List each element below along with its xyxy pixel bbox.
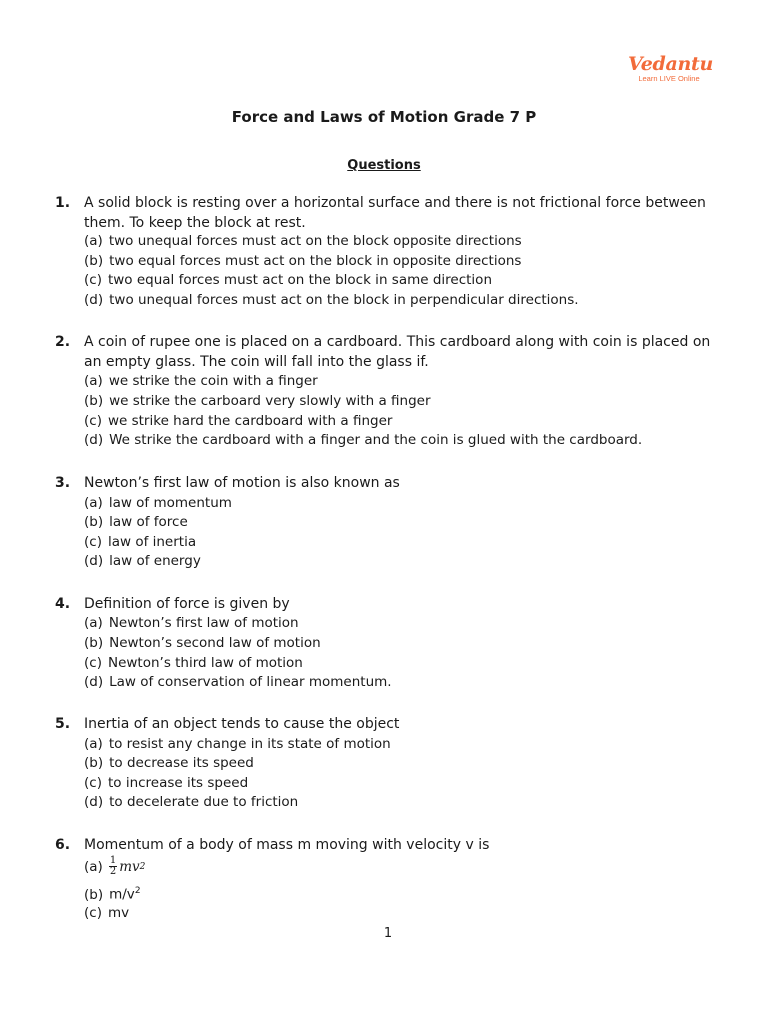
option-d: (d) We strike the cardboard with a finger and the coin is glued with the cardboard.	[84, 432, 643, 448]
page-title: Force and Laws of Motion Grade 7 P	[231, 108, 537, 126]
question-text: A solid block is resting over a horizontal surface and there is not frictional force between them. To keep the block at rest.	[84, 195, 706, 231]
option-a: (a) Newton’s first law of motion	[84, 615, 299, 631]
option-d: (d) to decelerate due to friction	[84, 794, 299, 810]
option-a: (a) we strike the coin with a finger	[84, 373, 318, 389]
option-d: (d) law of energy	[84, 553, 201, 569]
option-c: (c) law of inertia	[84, 534, 197, 550]
option-c: (c) mv	[84, 905, 130, 921]
question-text: A coin of rupee one is placed on a cardboard. This cardboard along with coin is placed on an empty glass. The coin will fall into the glass if.	[84, 334, 711, 370]
question-text: Inertia of an object tends to cause the object	[84, 716, 400, 732]
fraction-one-half: $\frac{1}{2}$	[109, 855, 117, 877]
option-d: (d) Law of conservation of linear momentum.	[84, 674, 392, 690]
question-number: 3.	[55, 475, 71, 491]
option-c: (c) two equal forces must act on the block in same direction	[84, 272, 493, 288]
option-c: (c) we strike hard the cardboard with a finger	[84, 413, 393, 429]
question-text: Newton’s first law of motion is also known as	[84, 475, 400, 491]
question-text: Definition of force is given by	[84, 596, 290, 612]
page-number: 1	[383, 926, 393, 941]
option-b: (b) to decrease its speed	[84, 755, 254, 771]
option-c: (c) Newton’s third law of motion	[84, 655, 303, 671]
vedantu-logo	[628, 53, 713, 88]
logo-wordmark: Vedantu	[628, 53, 713, 75]
section-heading: Questions	[347, 158, 421, 173]
option-a: (a) law of momentum	[84, 495, 232, 511]
option-b: (b) two equal forces must act on the block in opposite directions	[84, 253, 522, 269]
option-a: (a) two unequal forces must act on the block opposite directions	[84, 233, 522, 249]
question-text: Momentum of a body of mass m moving with velocity v is	[84, 837, 490, 853]
option-b: (b) law of force	[84, 514, 188, 530]
option-b: (b) we strike the carboard very slowly with a finger	[84, 393, 431, 409]
question-number: 6.	[55, 837, 71, 853]
option-a: (a) to resist any change in its state of motion	[84, 736, 391, 752]
option-a: (a) $\frac{1}{2}$ mv2	[84, 855, 146, 877]
question-number: 1.	[55, 195, 71, 211]
question-number: 5.	[55, 716, 71, 732]
logo-tagline: Learn LIVE Online	[638, 74, 700, 83]
option-b: (b) $m/v^2$	[84, 886, 141, 903]
question-number: 4.	[55, 596, 71, 612]
option-c: (c) to increase its speed	[84, 775, 249, 791]
question-number: 2.	[55, 334, 71, 350]
option-b: (b) Newton’s second law of motion	[84, 635, 321, 651]
option-d: (d) two unequal forces must act on the block in perpendicular directions.	[84, 292, 579, 308]
